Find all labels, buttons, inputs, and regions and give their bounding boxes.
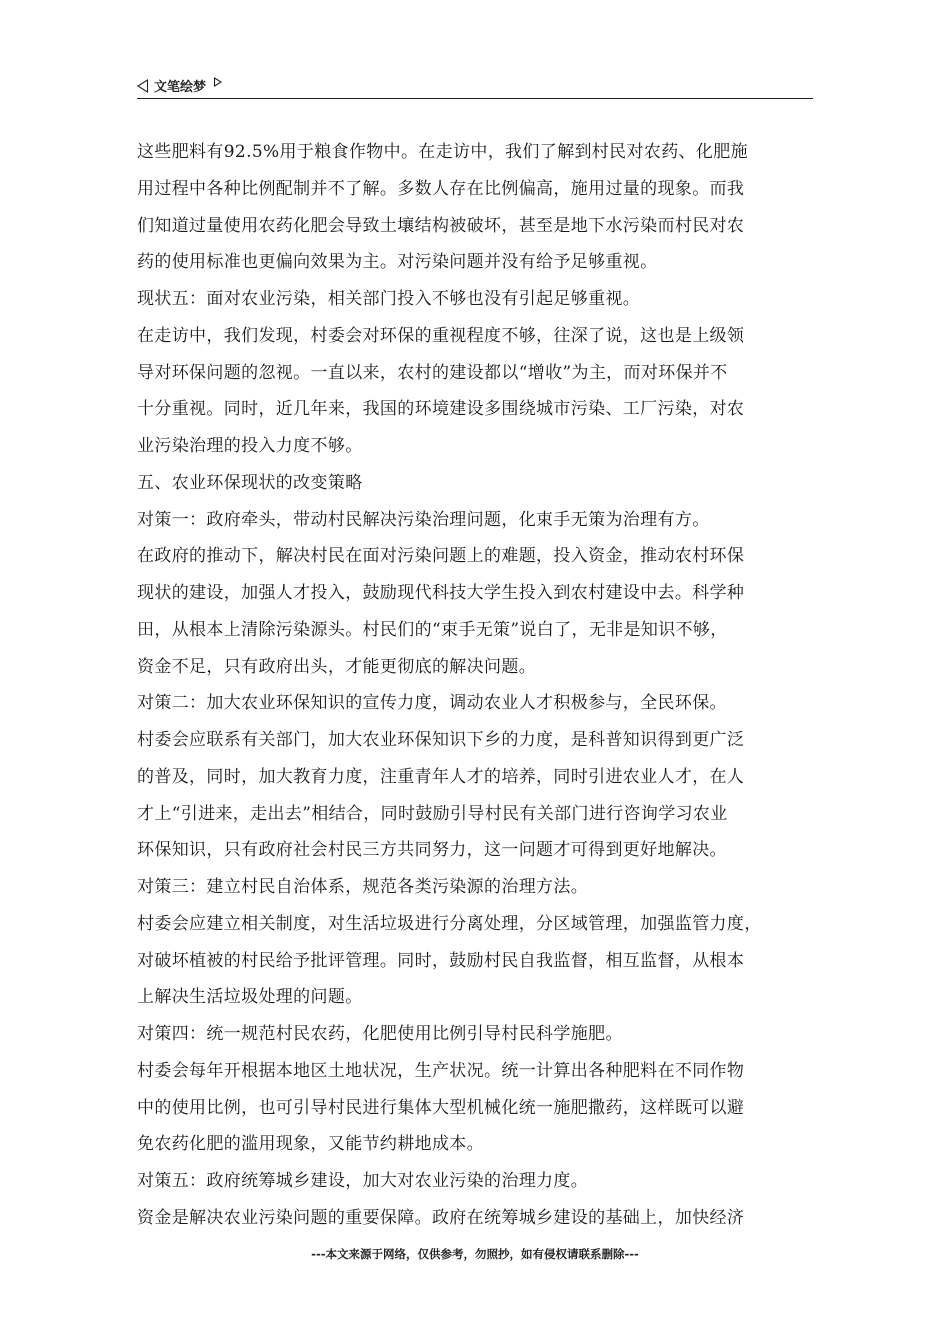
text-line: 在走访中，我们发现，村委会对环保的重视程度不够，往深了说，这也是上级领 [137,325,745,346]
text-line: 对破坏植被的村民给予批评管理。同时，鼓励村民自我监督，相互监督，从根本 [137,950,745,971]
triangle-left-icon [137,79,148,93]
brand-name: 文笔绘梦 [154,80,207,95]
text-line: 现状五：面对农业污染，相关部门投入不够也没有引起足够重视。 [137,289,641,309]
text-line: 上解决生活垃圾处理的问题。 [137,987,363,1008]
text-line: 的普及，同时，加大教育力度，注重青年人才的培养，同时引进农业人才，在人 [137,766,745,787]
text-line: 田，从根本上清除污染源头。村民们的“束手无策”说白了，无非是知识不够， [137,619,728,640]
text-line: 们知道过量使用农药化肥会导致土壤结构被破坏，甚至是地下水污染而村民对农 [137,215,745,236]
text-line: 资金不足，只有政府出头，才能更彻底的解决问题。 [137,656,537,677]
text-line: 五、农业环保现状的改变策略 [137,472,363,493]
text-line: 对策一：政府牵头，带动村民解决污染治理问题，化束手无策为治理有方。 [137,509,710,530]
text-line: 资金是解决农业污染问题的重要保障。政府在统筹城乡建设的基础上，加快经济 [137,1207,745,1228]
text-line: 对策四：统一规范村民农药，化肥使用比例引导村民科学施肥。 [137,1024,623,1044]
text-line: 十分重视。同时，近几年来，我国的环境建设多围绕城市污染、工厂污染，对农 [137,399,745,420]
text-line: 村委会每年开根据本地区土地状况，生产状况。统一计算出各种肥料在不同作物 [137,1060,745,1081]
text-line: 村委会应建立相关制度，对生活垃圾进行分离处理，分区域管理，加强监管力度， [137,913,762,934]
text-line: 现状的建设，加强人才投入，鼓励现代科技大学生投入到农村建设中去。科学种 [137,583,745,603]
text-line: 药的使用标准也更偏向效果为主。对污染问题并没有给予足够重视。 [137,252,658,273]
text-line: 这些肥料有92.5%用于粮食作物中。在走访中，我们了解到村民对农药、化肥施 [137,142,748,162]
document-body [137,134,813,1237]
text-line: 环保知识，只有政府社会村民三方共同努力，这一问题才可得到更好地解决。 [137,840,727,861]
text-line: 在政府的推动下，解决村民在面对污染问题上的难题，投入资金，推动农村环保 [137,546,745,567]
text-line: 导对环保问题的忽视。一直以来，农村的建设都以“增收”为主，而对环保并不 [137,362,728,383]
triangle-right-icon [214,77,222,87]
text-line: 才上“引进来，走出去”相结合，同时鼓励引导村民有关部门进行咨询学习农业 [137,803,728,824]
text-line: 对策三：建立村民自治体系，规范各类污染源的治理方法。 [137,877,589,897]
text-line: 对策二：加大农业环保知识的宣传力度，调动农业人才积极参与，全民环保。 [137,693,727,714]
footer-notice: ---本文来源于网络，仅供参考，勿照抄，如有侵权请联系删除--- [311,1247,639,1261]
text-line: 业污染治理的投入力度不够。 [137,436,363,456]
page-header [137,74,813,99]
header-brand [137,76,222,95]
text-line: 中的使用比例，也可引导村民进行集体大型机械化统一施肥撒药，这样既可以避 [137,1097,745,1118]
text-line: 村委会应联系有关部门，加大农业环保知识下乡的力度，是科普知识得到更广泛 [137,730,745,750]
text-line: 对策五：政府统筹城乡建设，加大对农业污染的治理力度。 [137,1171,589,1191]
text-line: 用过程中各种比例配制并不了解。多数人存在比例偏高，施用过量的现象。而我 [137,178,745,199]
text-line: 免农药化肥的滥用现象，又能节约耕地成本。 [137,1134,484,1155]
